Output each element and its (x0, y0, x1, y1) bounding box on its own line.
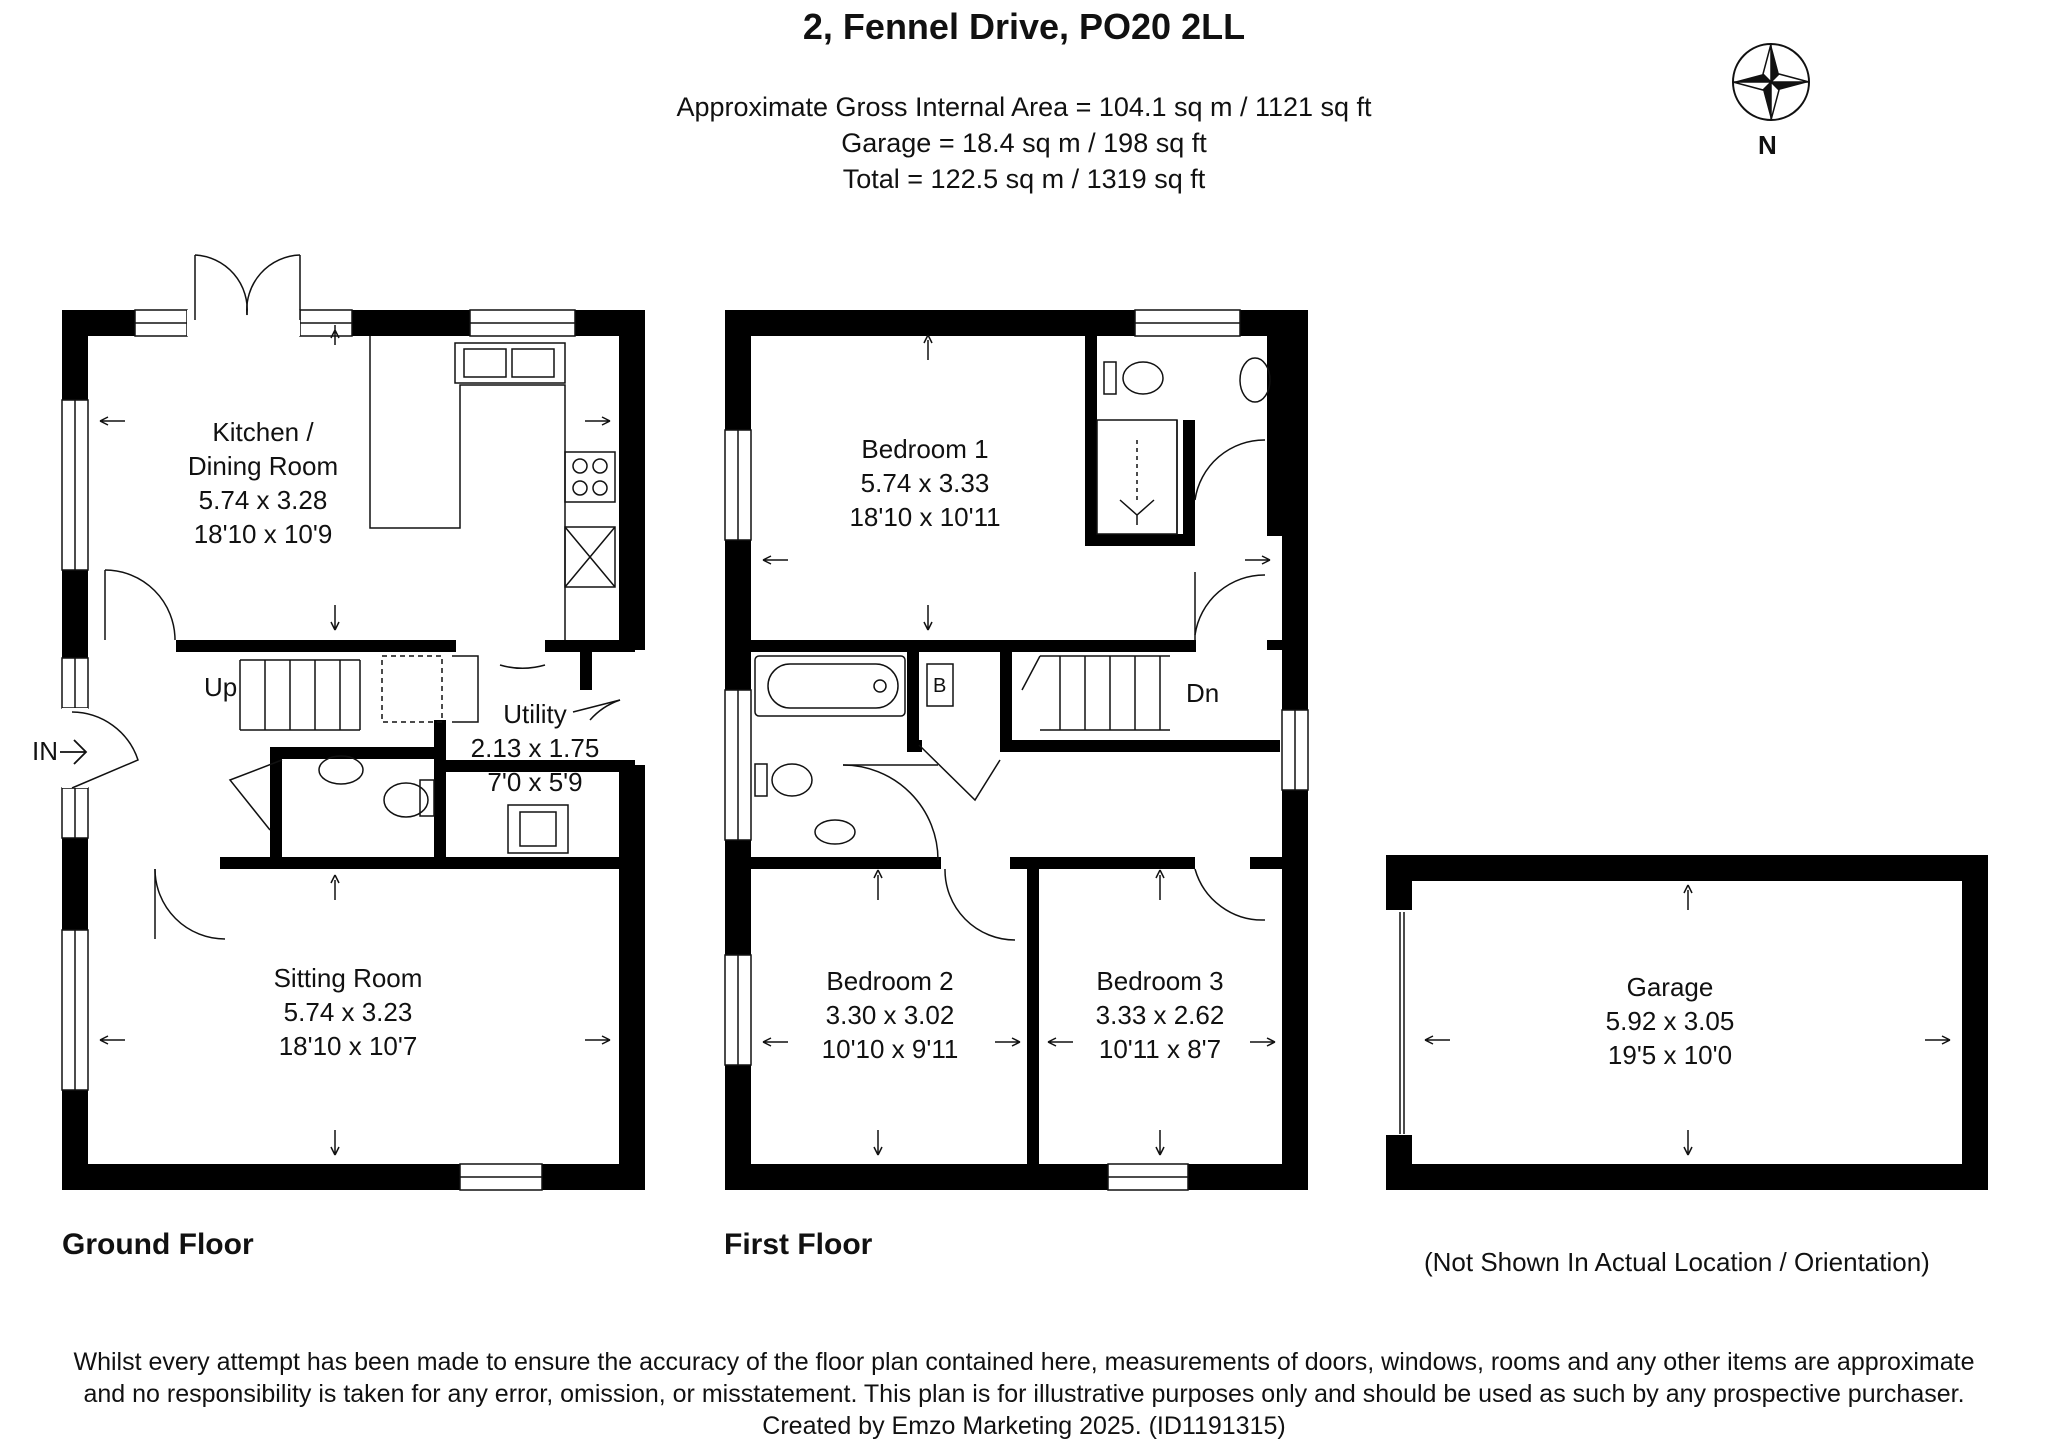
room-utility (455, 697, 615, 799)
stairs-first (1022, 656, 1170, 730)
landing-doors (919, 745, 1265, 940)
room-metric: 3.30 x 3.02 (825, 1000, 955, 1030)
disclaimer-line: Created by Emzo Marketing 2025. (ID1191315) (762, 1412, 1286, 1440)
room-metric: 3.33 x 2.62 (1095, 1000, 1225, 1030)
bathroom-fixtures (755, 656, 953, 860)
room-name: Garage (1626, 972, 1714, 1002)
room-bedroom-2 (775, 964, 1005, 1066)
room-imperial: 18'10 x 10'7 (278, 1031, 418, 1061)
room-metric: 5.74 x 3.28 (198, 485, 328, 515)
room-name: Dining Room (187, 451, 339, 481)
kitchen-hall-door (105, 570, 175, 640)
room-name: Bedroom 3 (1096, 966, 1224, 996)
garage-location-note: (Not Shown In Actual Location / Orientation) (1424, 1247, 1930, 1277)
room-metric: 2.13 x 1.75 (470, 733, 600, 763)
disclaimer-line: and no responsibility is taken for any error, omission, or misstatement. This plan is for illustrative purposes only and should be used as such by any prospective purchaser. (83, 1380, 1965, 1408)
room-imperial: 18'10 x 10'9 (193, 519, 333, 549)
room-garage (1555, 970, 1785, 1072)
sitting-door (150, 857, 225, 939)
gross-internal-area: Approximate Gross Internal Area = 104.1 sq m / 1121 sq ft (676, 92, 1372, 122)
disclaimer-line: Whilst every attempt has been made to ensure the accuracy of the floor plan contained here, measurements of doors, windows, rooms and any other items are approximate (73, 1348, 1975, 1376)
first-floor-label: First Floor (724, 1228, 873, 1261)
ground-floor-label: Ground Floor (62, 1228, 254, 1261)
boiler-label: B (933, 675, 947, 697)
room-sitting (233, 961, 463, 1063)
room-metric: 5.92 x 3.05 (1605, 1006, 1735, 1036)
plan-title: 2, Fennel Drive, PO20 2LL (802, 6, 1246, 47)
french-doors (187, 255, 300, 336)
garage-area: Garage = 18.4 sq m / 198 sq ft (841, 128, 1207, 158)
room-bedroom-1 (810, 432, 1040, 534)
stairs-ground (240, 656, 478, 730)
room-name: Kitchen / (212, 417, 314, 447)
stairs-up-label: Up (204, 672, 238, 702)
room-metric: 5.74 x 3.33 (860, 468, 990, 498)
room-imperial: 19'5 x 10'0 (1607, 1040, 1733, 1070)
room-imperial: 18'10 x 10'11 (849, 502, 1001, 532)
room-imperial: 10'10 x 9'11 (821, 1034, 959, 1064)
total-area: Total = 122.5 sq m / 1319 sq ft (842, 164, 1206, 194)
room-kitchen (163, 415, 363, 551)
room-name: Utility (503, 699, 567, 729)
room-imperial: 10'11 x 8'7 (1098, 1034, 1222, 1064)
entrance-label: IN (32, 736, 58, 766)
room-name: Sitting Room (273, 963, 423, 993)
entrance-door (62, 708, 138, 788)
room-name: Bedroom 2 (826, 966, 954, 996)
room-bedroom-3 (1045, 964, 1275, 1066)
room-metric: 5.74 x 3.23 (283, 997, 413, 1027)
compass-north-label: N (1758, 130, 1777, 160)
room-imperial: 7'0 x 5'9 (487, 767, 583, 797)
disclaimer (0, 1346, 2048, 1442)
stairs-down-label: Dn (1186, 678, 1220, 708)
room-name: Bedroom 1 (861, 434, 989, 464)
kitchen-units (370, 336, 615, 640)
compass-icon (1733, 44, 1809, 120)
